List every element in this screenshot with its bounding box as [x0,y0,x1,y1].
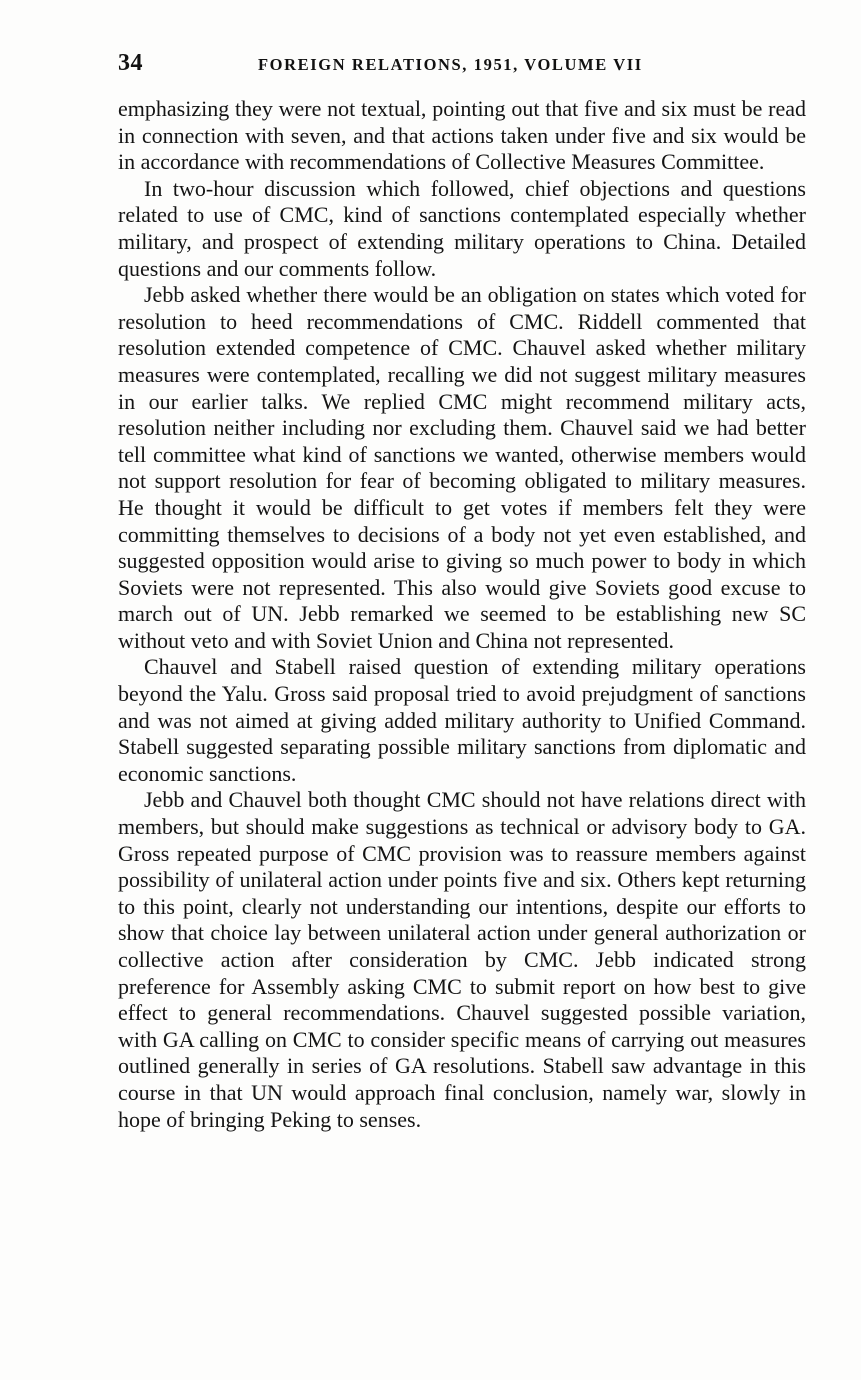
body-text [118,96,806,1133]
paragraph-continued: emphasizing they were not textual, pointing out that five and six must be read in connection with seven, and that actions taken under five and six would be in accordance with recommendations of Collective Measures Committee. [118,96,806,175]
running-header [118,50,806,82]
running-title: FOREIGN RELATIONS, 1951, VOLUME VII [258,55,643,74]
paragraph: Chauvel and Stabell raised question of extending military operations beyond the Yalu. Gross said proposal tried to avoid prejudgment of sanctions and was not aimed at giving added military authority to Unified Command. Stabell suggested separating possible military sanctions from diplomatic and economic sanctions. [118,654,806,786]
page-number: 34 [118,50,143,76]
paragraph: Jebb asked whether there would be an obligation on states which voted for resolution to heed recommendations of CMC. Riddell commented that resolution extended competence of CMC. Chauvel asked whether military measures were contemplated, recalling we did not suggest military measures in our earlier talks. We replied CMC might recommend military acts, resolution neither including nor excluding them. Chauvel said we had better tell committee what kind of sanctions we wanted, otherwise members would not support resolution for fear of becoming obligated to military measures. He thought it would be difficult to get votes if members felt they were committing themselves to decisions of a body not yet even established, and suggested opposition would arise to giving so much power to body in which Soviets were not represented. This also would give Soviets good excuse to march out of UN. Jebb remarked we seemed to be establishing new SC without veto and with Soviet Union and China not represented. [118,282,806,653]
paragraph: In two-hour discussion which followed, chief objections and questions related to use of CMC, kind of sanctions contemplated especially whether military, and prospect of extending military operations to China. Detailed questions and our comments follow. [118,175,806,281]
paragraph: Jebb and Chauvel both thought CMC should not have relations direct with members, but should make suggestions as technical or advisory body to GA. Gross repeated purpose of CMC provision was to reassure members against possibility of unilateral action under points five and six. Others kept returning to this point, clearly not understanding our intentions, despite our efforts to show that choice lay between unilateral action under general authorization or collective action after consideration by CMC. Jebb indicated strong preference for Assembly asking CMC to submit report on how best to give effect to general recommendations. Chauvel suggested possible variation, with GA calling on CMC to consider specific means of carrying out measures outlined generally in series of GA resolutions. Stabell saw advantage in this course in that UN would approach final conclusion, namely war, slowly in hope of bringing Peking to senses. [118,787,806,1132]
